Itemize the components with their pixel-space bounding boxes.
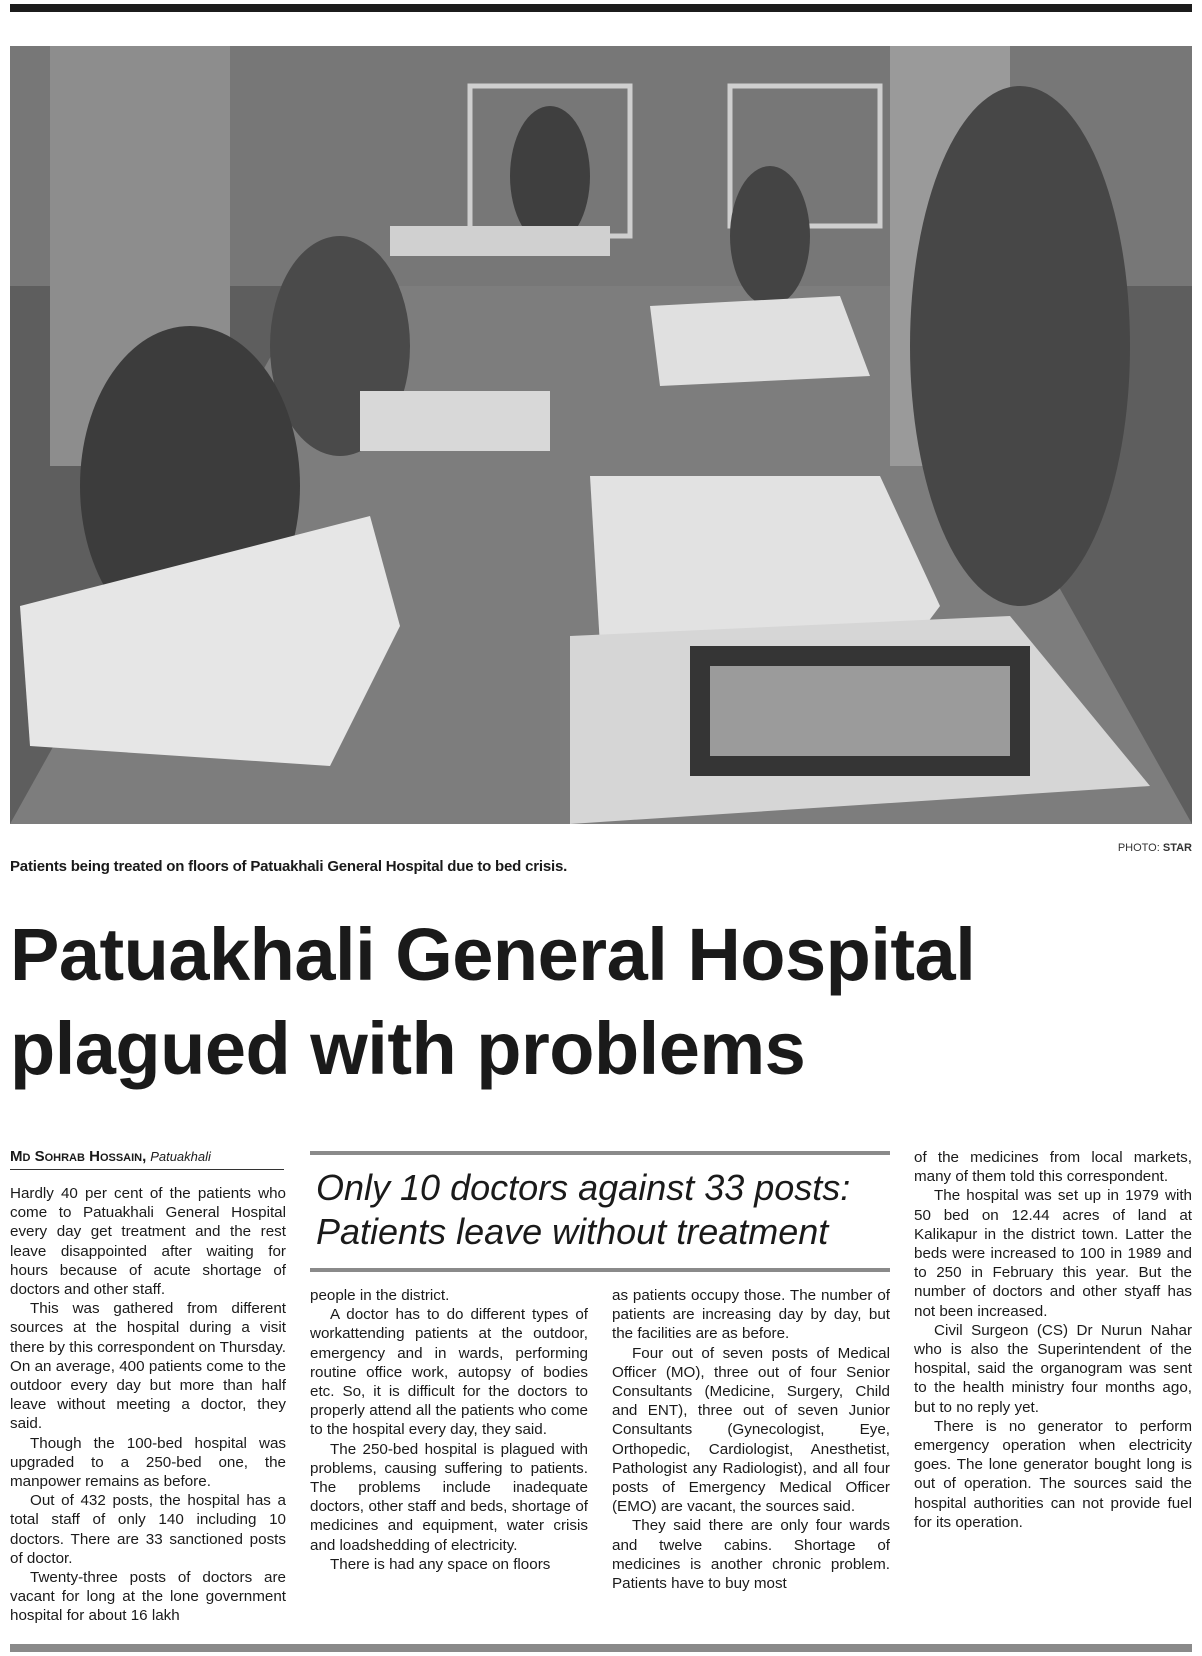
paragraph: Twenty-three posts of doctors are vacant for long at the lone government hospital for about 16 lakh bbox=[10, 1569, 286, 1625]
deck-rule-top bbox=[310, 1151, 890, 1155]
paragraph: The 250-bed hospital is plagued with problems, causing suffering to patients. The problems include inadequate doctors, other staff and beds, shortage of medicines and equipment, water crisis and loadshedding of electricity. bbox=[310, 1440, 588, 1554]
article-column-4 bbox=[914, 1148, 1192, 1532]
paragraph: A doctor has to do different types of workattending patients at the outdoor, emergency and in wards, performing routine office work, autopsy of bodies etc. So, it is difficult for the doctors to properly attend all the patients who come to the hospital every day, they said. bbox=[310, 1306, 588, 1439]
photo-credit-source: STAR bbox=[1162, 842, 1192, 854]
paragraph: They said there are only four wards and twelve cabins. Shortage of medicines is another chronic problem. Patients have to buy most bbox=[612, 1517, 890, 1593]
photo-credit-prefix: PHOTO: bbox=[1117, 842, 1163, 854]
paragraph: The hospital was set up in 1979 with 50 bed on 12.44 acres of land at Kalikapur in the district town. Latter the beds were increased to 100 in 1989 and to 250 in February this year. But the number of doctors and other styaff has not been increased. bbox=[914, 1187, 1192, 1320]
deck-subheadline bbox=[316, 1166, 916, 1254]
paragraph: This was gathered from different sources at the hospital during a visit there by this correspondent on Thursday. On an average, 400 patients come to the outdoor every day but more than half leave without meeting a doctor, they said. bbox=[10, 1300, 286, 1433]
paragraph: Four out of seven posts of Medical Officer (MO), three out of four Senior Consultants (Medicine, Surgery, Child and ENT), three out of seven Junior Consultants (Gynecologist, Eye, Orthopedic, Cardiologist, Anesthetist, Pathologist any Radiologist), and all four posts of Emergency Medical Officer (EMO) are vacant, the sources said. bbox=[612, 1344, 890, 1516]
article-column-1 bbox=[10, 1184, 286, 1626]
hospital-ward-photo bbox=[10, 46, 1192, 824]
headline bbox=[10, 908, 1192, 1096]
deck-line-2: Patients leave without treatment bbox=[316, 1211, 829, 1252]
paragraph: as patients occupy those. The number of patients are increasing day by day, but the facilities are as before. bbox=[612, 1287, 890, 1343]
paragraph: Civil Surgeon (CS) Dr Nurun Nahar who is also the Superintendent of the hospital, said the organogram was sent to the health ministry four months ago, but to no reply yet. bbox=[914, 1321, 1192, 1416]
byline-author: Md Sohrab Hossain, bbox=[10, 1148, 147, 1165]
bottom-rule bbox=[10, 1644, 1192, 1652]
headline-line-1: Patuakhali General Hospital bbox=[10, 913, 976, 996]
paragraph: people in the district. bbox=[310, 1287, 450, 1304]
byline bbox=[10, 1148, 284, 1170]
article-column-2 bbox=[310, 1286, 588, 1574]
photo-caption: Patients being treated on floors of Patuakhali General Hospital due to bed crisis. bbox=[10, 858, 568, 875]
paragraph: Hardly 40 per cent of the patients who come to Patuakhali General Hospital every day get treatment and the rest leave disappointed after waiting for hours because of acute shortage of doctors and other staff. bbox=[10, 1185, 286, 1299]
article-column-3 bbox=[612, 1286, 890, 1593]
top-rule bbox=[10, 4, 1192, 12]
news-photo bbox=[10, 46, 1192, 824]
photo-credit bbox=[1118, 842, 1192, 854]
byline-place: Patuakhali bbox=[150, 1149, 211, 1164]
headline-line-2: plagued with problems bbox=[10, 1007, 806, 1090]
paragraph: Though the 100-bed hospital was upgraded to a 250-bed one, the manpower remains as before. bbox=[10, 1434, 286, 1491]
deck-rule-bottom bbox=[310, 1268, 890, 1272]
paragraph: of the medicines from local markets, many of them told this correspondent. bbox=[914, 1149, 1192, 1186]
paragraph: There is had any space on floors bbox=[330, 1555, 551, 1573]
paragraph: Out of 432 posts, the hospital has a total staff of only 140 including 10 doctors. There are 33 sanctioned posts of doctor. bbox=[10, 1492, 286, 1567]
deck-line-1: Only 10 doctors against 33 posts: bbox=[316, 1167, 851, 1208]
paragraph: There is no generator to perform emergency operation when electricity goes. The lone generator bought long is out of operation. The sources said the hospital authorities can not provide fuel for its operation. bbox=[914, 1417, 1192, 1531]
